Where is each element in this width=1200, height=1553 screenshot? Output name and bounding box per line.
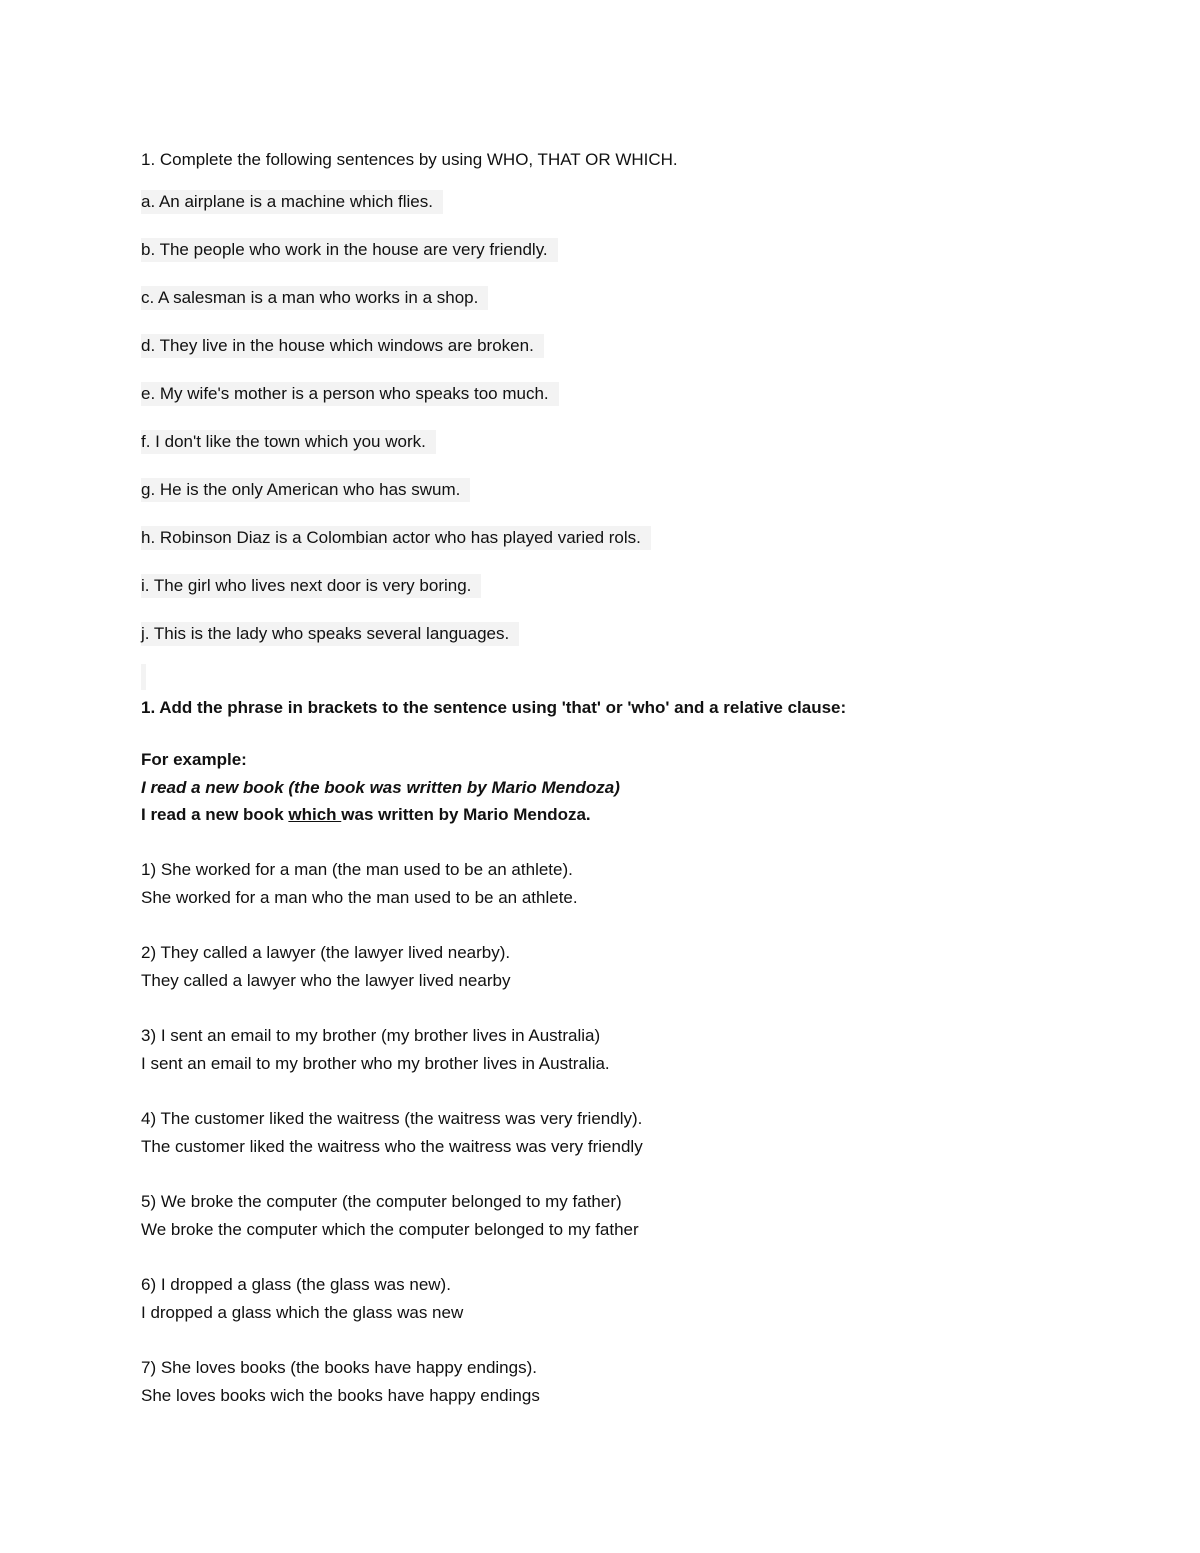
answer-text: d. They live in the house which windows are broken.	[141, 334, 544, 358]
exercise-question-6: 6) I dropped a glass (the glass was new).	[141, 1275, 451, 1294]
empty-highlight-mark	[141, 664, 146, 690]
section1-item-f	[141, 430, 1141, 454]
section1-item-h	[141, 526, 1141, 550]
answer-text: f. I don't like the town which you work.	[141, 430, 436, 454]
example-answer-start: I read a new book	[141, 805, 289, 824]
answer-text: a. An airplane is a machine which flies.	[141, 190, 443, 214]
section1-item-b	[141, 238, 1141, 262]
answer-text: h. Robinson Diaz is a Colombian actor who has played varied rols.	[141, 526, 651, 550]
exercise-question-1: 1) She worked for a man (the man used to be an athlete).	[141, 860, 573, 879]
exercise-answer-3: I sent an email to my brother who my brother lives in Australia.	[141, 1054, 610, 1073]
exercise-answer-7: She loves books wich the books have happy endings	[141, 1386, 540, 1405]
answer-text: j. This is the lady who speaks several languages.	[141, 622, 519, 646]
exercise-question-2: 2) They called a lawyer (the lawyer lived nearby).	[141, 943, 511, 962]
answer-text: c. A salesman is a man who works in a shop.	[141, 286, 488, 310]
exercise-question-3: 3) I sent an email to my brother (my brother lives in Australia)	[141, 1026, 601, 1045]
section1-item-g	[141, 478, 1141, 502]
example-answer	[141, 803, 1141, 827]
exercise-answer-1: She worked for a man who the man used to be an athlete.	[141, 888, 578, 907]
exercise-answer-5: We broke the computer which the computer belonged to my father	[141, 1220, 639, 1239]
answer-text: g. He is the only American who has swum.	[141, 478, 470, 502]
exercise-question-5: 5) We broke the computer (the computer belonged to my father)	[141, 1192, 622, 1211]
example-label: For example:	[141, 750, 247, 769]
document-page	[141, 148, 1141, 1408]
section1-title: 1. Complete the following sentences by using WHO, THAT OR WHICH.	[141, 150, 678, 169]
exercise-answer-2: They called a lawyer who the lawyer lived nearby	[141, 971, 511, 990]
exercise-answer-6: I dropped a glass which the glass was new	[141, 1303, 464, 1322]
exercise-question-7: 7) She loves books (the books have happy endings).	[141, 1358, 537, 1377]
answer-text: e. My wife's mother is a person who speaks too much.	[141, 382, 559, 406]
example-answer-end: was written by Mario Mendoza.	[341, 805, 591, 824]
example-question: I read a new book (the book was written by Mario Mendoza)	[141, 778, 620, 797]
section1-item-j	[141, 622, 1141, 646]
section1-item-e	[141, 382, 1141, 406]
section1-item-i	[141, 574, 1141, 598]
section2-title: 1. Add the phrase in brackets to the sentence using 'that' or 'who' and a relative clause:	[141, 698, 847, 717]
section1-item-d	[141, 334, 1141, 358]
section1-item-a	[141, 190, 1141, 214]
example-answer-underlined: which	[288, 805, 342, 824]
exercise-question-4: 4) The customer liked the waitress (the waitress was very friendly).	[141, 1109, 643, 1128]
answer-text: i. The girl who lives next door is very boring.	[141, 574, 481, 598]
exercise-answer-4: The customer liked the waitress who the waitress was very friendly	[141, 1137, 643, 1156]
section1-item-c	[141, 286, 1141, 310]
answer-text: b. The people who work in the house are very friendly.	[141, 238, 558, 262]
